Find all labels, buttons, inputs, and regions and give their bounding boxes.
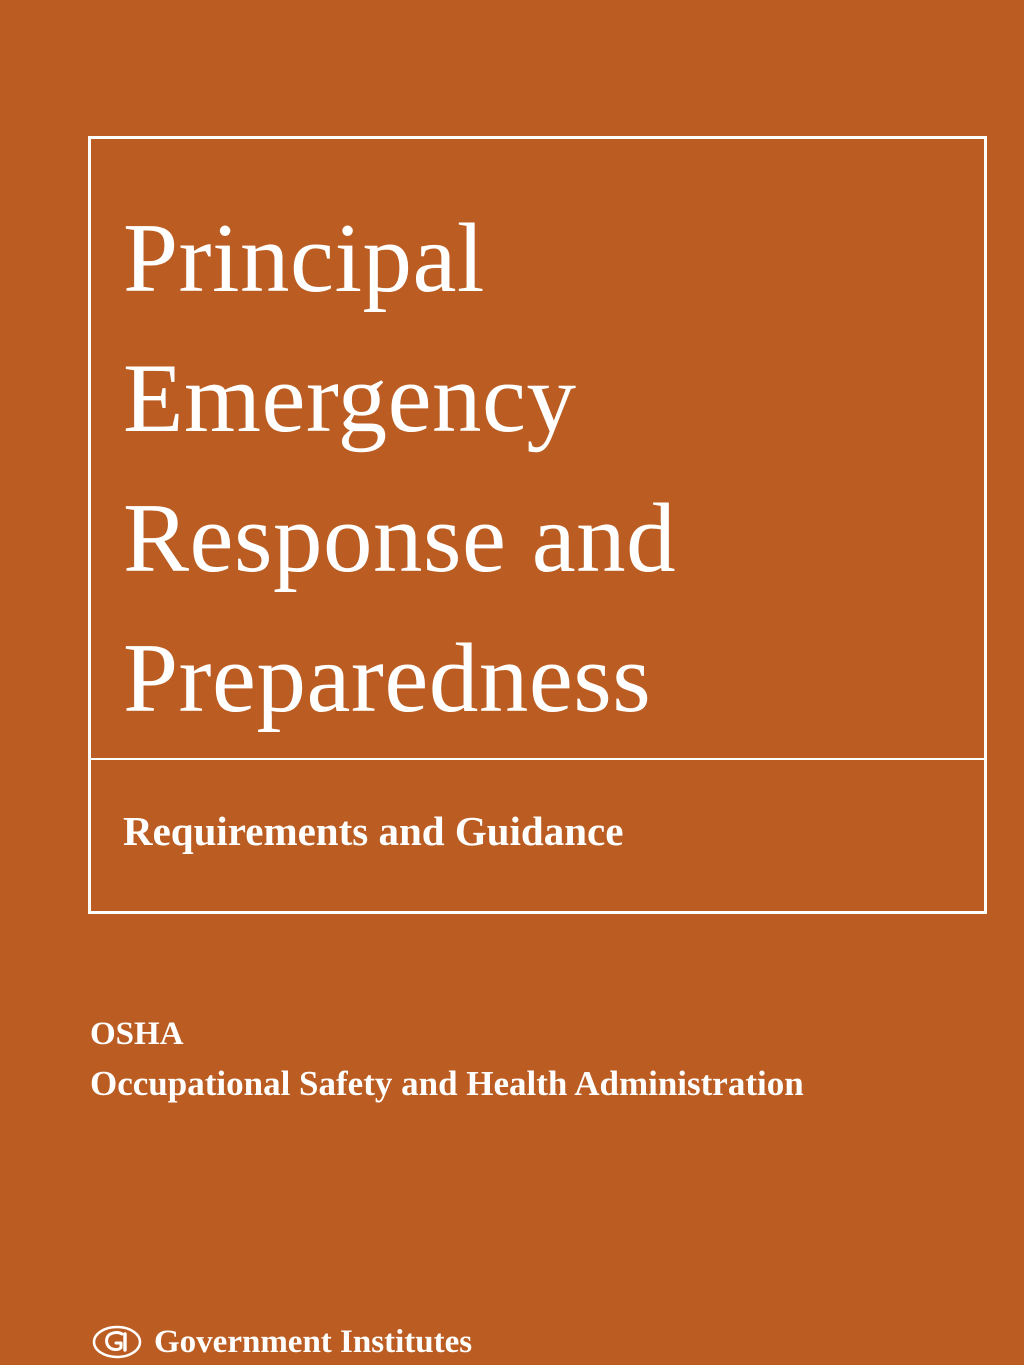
- author-name: Occupational Safety and Health Administration: [90, 1064, 804, 1103]
- publisher: [92, 1320, 472, 1364]
- book-title: [123, 189, 676, 749]
- frame-divider: [91, 758, 984, 760]
- title-line: Response and: [123, 484, 677, 593]
- title-frame: [88, 136, 987, 914]
- publisher-name: Government Institutes: [154, 1324, 473, 1360]
- author-abbreviation: OSHA: [90, 1016, 184, 1052]
- title-line: Principal: [123, 204, 485, 313]
- title-line: Emergency: [123, 344, 577, 453]
- book-subtitle: Requirements and Guidance: [123, 808, 624, 854]
- title-line: Preparedness: [123, 624, 652, 733]
- author-block: [90, 1010, 804, 1110]
- government-institutes-logo-icon: [92, 1325, 142, 1359]
